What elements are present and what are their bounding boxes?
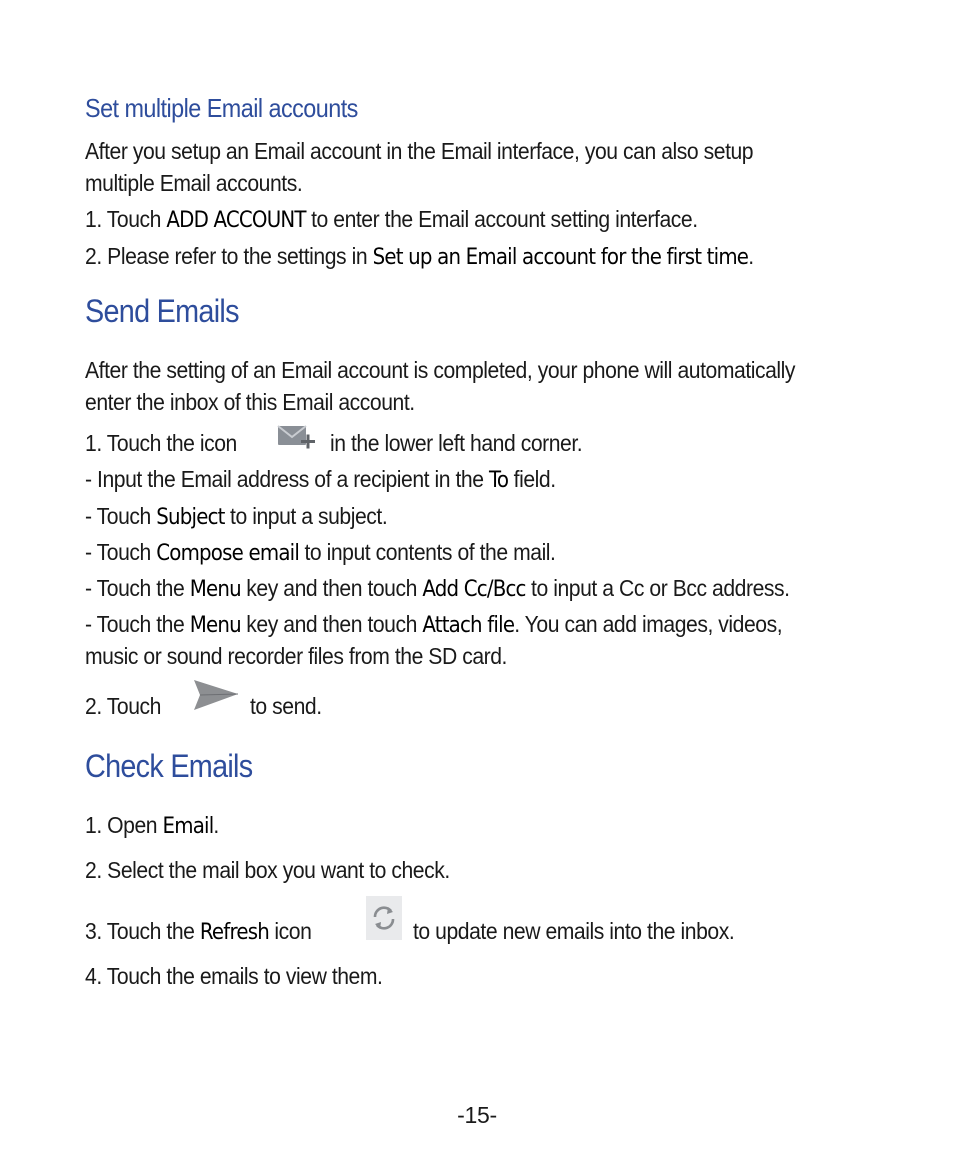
- keyword-setup-first-time: Set up an Email account for the first time: [372, 245, 749, 270]
- keyword-to: To: [488, 468, 509, 493]
- step-line: [85, 915, 311, 949]
- step-text: 2. Touch: [85, 693, 161, 719]
- bullet-line: [85, 608, 782, 642]
- keyword-add-account: ADD ACCOUNT: [166, 208, 306, 233]
- step-line: 4. Touch the emails to view them.: [85, 963, 383, 989]
- send-arrow-icon: [190, 674, 242, 718]
- step-line: [85, 203, 698, 237]
- bullet-line: [85, 500, 387, 534]
- bullet-text: - Touch: [85, 503, 157, 529]
- step-text: 2. Please refer to the settings in: [85, 243, 373, 269]
- bullet-line: [85, 572, 790, 606]
- step-text: 1. Touch: [85, 206, 167, 232]
- bullet-text: key and then touch: [240, 611, 423, 637]
- bullet-text: . You can add images, videos,: [514, 611, 783, 637]
- step-text: to update new emails into the inbox.: [413, 918, 735, 944]
- keyword-subject: Subject: [156, 505, 225, 530]
- bullet-line: [85, 463, 556, 497]
- bullet-text: to input a Cc or Bcc address.: [525, 575, 790, 601]
- bullet-text: - Input the Email address of a recipient in the: [85, 466, 489, 492]
- compose-mail-icon: [275, 420, 317, 456]
- bullet-line: music or sound recorder files from the SD card.: [85, 643, 508, 669]
- step-line: [85, 240, 754, 274]
- section-heading-multiple-accounts: Set multiple Email accounts: [85, 93, 358, 123]
- step-text: in the lower left hand corner.: [330, 430, 583, 456]
- step-text: to enter the Email account setting interface.: [305, 206, 698, 232]
- paragraph-line: After the setting of an Email account is completed, your phone will automatically: [85, 357, 796, 383]
- step-text: to send.: [250, 693, 322, 719]
- keyword-add-cc-bcc: Add Cc/Bcc: [422, 577, 526, 602]
- bullet-text: - Touch the: [85, 611, 190, 637]
- bullet-text: key and then touch: [240, 575, 423, 601]
- paragraph-line: multiple Email accounts.: [85, 170, 303, 196]
- step-line: 2. Select the mail box you want to check.: [85, 857, 450, 883]
- bullet-text: - Touch the: [85, 575, 190, 601]
- paragraph-line: enter the inbox of this Email account.: [85, 389, 415, 415]
- step-text: .: [748, 243, 754, 269]
- bullet-line: [85, 536, 555, 570]
- page-number: -15-: [457, 1102, 497, 1128]
- step-text: .: [213, 812, 219, 838]
- bullet-text: to input contents of the mail.: [299, 539, 556, 565]
- refresh-icon: [366, 896, 402, 940]
- section-heading-send-emails: Send Emails: [85, 293, 239, 329]
- step-text: 1. Touch the icon: [85, 430, 237, 456]
- bullet-text: field.: [508, 466, 556, 492]
- step-text: icon: [268, 918, 312, 944]
- section-heading-check-emails: Check Emails: [85, 748, 253, 784]
- step-text: 3. Touch the: [85, 918, 200, 944]
- keyword-refresh: Refresh: [199, 920, 269, 945]
- keyword-menu: Menu: [189, 613, 241, 638]
- keyword-menu: Menu: [189, 577, 241, 602]
- keyword-attach-file: Attach file: [422, 613, 515, 638]
- paragraph-line: After you setup an Email account in the Email interface, you can also setup: [85, 138, 754, 164]
- step-line: [85, 809, 219, 843]
- bullet-text: - Touch: [85, 539, 157, 565]
- step-text: 1. Open: [85, 812, 163, 838]
- bullet-text: to input a subject.: [224, 503, 388, 529]
- keyword-compose-email: Compose email: [156, 541, 300, 566]
- keyword-email: Email: [162, 814, 214, 839]
- step-line: [85, 427, 237, 459]
